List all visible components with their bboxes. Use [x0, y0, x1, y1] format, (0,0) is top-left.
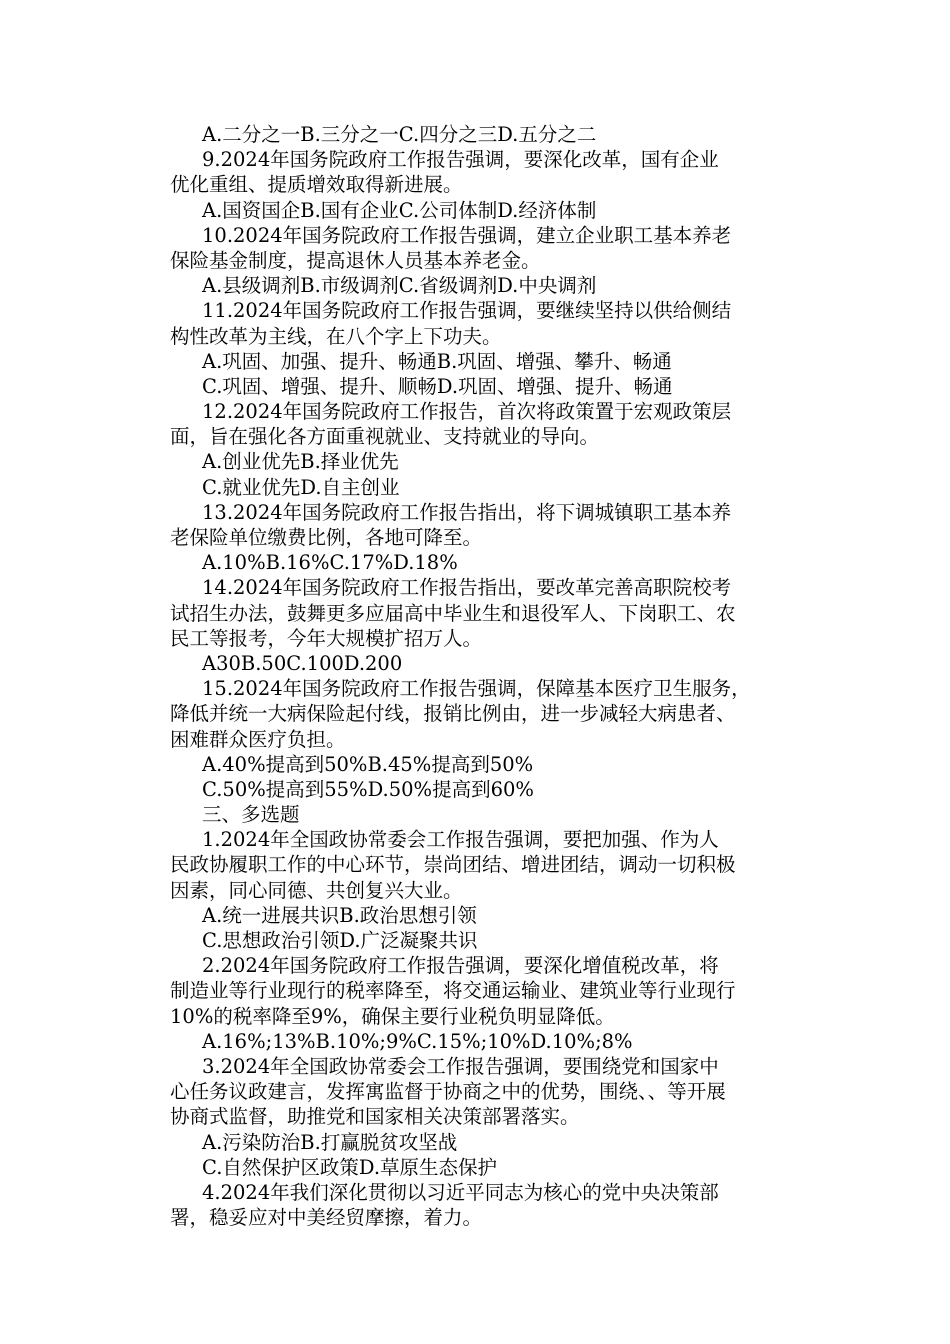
answer-options-line: A.16%;13%B.10%;9%C.15%;10%D.10%;8%	[202, 1029, 633, 1053]
answer-options-line: A30B.50C.100D.200	[202, 651, 403, 675]
answer-options-line: A.污染防治B.打赢脱贫攻坚战	[202, 1130, 458, 1154]
question-continuation-line: 协商式监督，助推党和国家相关决策部署落实。	[170, 1105, 580, 1129]
question-continuation-line: 老保险单位缴费比例，各地可降至。	[170, 526, 483, 549]
question-continuation-line: 制造业等行业现行的税率降至，将交通运输业、建筑业等行业现行	[170, 979, 736, 1003]
question-continuation-line: 民工等报考，今年大规模扩招万人。	[170, 626, 483, 650]
question-continuation-line: 民政协履职工作的中心环节，崇尚团结、增进团结，调动一切积极	[170, 853, 736, 877]
answer-options-line: A.10%B.16%C.17%D.18%	[202, 551, 458, 575]
question-continuation-line: 优化重组、提质增效取得新进展。	[170, 173, 463, 197]
answer-options-line: A.创业优先B.择业优先	[202, 450, 399, 474]
question-line: 9.2024年国务院政府工作报告强调，要深化改革，国有企业	[202, 148, 719, 172]
answer-options-line: A.国资国企B.国有企业C.公司体制D.经济体制	[202, 198, 597, 222]
question-continuation-line: 面，旨在强化各方面重视就业、支持就业的导向。	[170, 425, 600, 449]
answer-options-line: 三、多选题	[202, 803, 300, 827]
question-line: 1.2024年全国政协常委会工作报告强调，要把加强、作为人	[202, 828, 719, 852]
question-continuation-line: 因素，同心同德、共创复兴大业。	[170, 878, 463, 902]
answer-options-line: C.50%提高到55%D.50%提高到60%	[202, 777, 534, 801]
question-line: 13.2024年国务院政府工作报告指出，将下调城镇职工基本养	[202, 500, 732, 524]
question-continuation-line: 试招生办法，鼓舞更多应届高中毕业生和退役军人、下岗职工、农	[170, 601, 736, 625]
question-line: 11.2024年国务院政府工作报告强调，要继续坚持以供给侧结	[202, 299, 732, 323]
question-line: 10.2024年国务院政府工作报告强调，建立企业职工基本养老	[202, 223, 732, 247]
answer-options-line: A.统一进展共识B.政治思想引领	[202, 903, 477, 927]
question-continuation-line: 10%的税率降至9%，确保主要行业税负明显降低。	[170, 1004, 615, 1028]
document-body	[170, 122, 810, 1230]
question-continuation-line: 降低并统一大病保险起付线，报销比例由，进一步减轻大病患者、	[170, 702, 736, 726]
answer-options-line: A.二分之一B.三分之一C.四分之三D.五分之二	[202, 123, 597, 146]
answer-options-line: A.巩固、加强、提升、畅通B.巩固、增强、攀升、畅通	[202, 349, 672, 373]
question-continuation-line: 署，稳妥应对中美经贸摩擦，着力。	[170, 1206, 483, 1230]
question-continuation-line: 构性改革为主线，在八个字上下功夫。	[170, 324, 502, 348]
question-line: 15.2024年国务院政府工作报告强调，保障基本医疗卫生服务，	[202, 677, 751, 701]
answer-options-line: C.就业优先D.自主创业	[202, 475, 400, 499]
answer-options-line: C.巩固、增强、提升、顺畅D.巩固、增强、提升、畅通	[202, 374, 673, 398]
question-line: 14.2024年国务院政府工作报告指出，要改革完善高职院校考	[202, 576, 732, 600]
question-line: 3.2024年全国政协常委会工作报告强调，要围绕党和国家中	[202, 1054, 719, 1078]
answer-options-line: C.思想政治引领D.广泛凝聚共识	[202, 929, 478, 952]
question-line: 12.2024年国务院政府工作报告，首次将政策置于宏观政策层	[202, 400, 732, 424]
answer-options-line: A.40%提高到50%B.45%提高到50%	[202, 752, 534, 776]
answer-options-line: A.县级调剂B.市级调剂C.省级调剂D.中央调剂	[202, 274, 597, 298]
question-continuation-line: 心任务议政建言，发挥寓监督于协商之中的优势，围绕、、等开展	[170, 1080, 726, 1104]
question-line: 2.2024年国务院政府工作报告强调，要深化增值税改革，将	[202, 954, 719, 978]
question-continuation-line: 保险基金制度，提高退休人员基本养老金。	[170, 248, 541, 272]
question-continuation-line: 困难群众医疗负担。	[170, 727, 346, 751]
question-line: 4.2024年我们深化贯彻以习近平同志为核心的党中央决策部	[202, 1180, 719, 1204]
answer-options-line: C.自然保护区政策D.草原生态保护	[202, 1155, 498, 1179]
